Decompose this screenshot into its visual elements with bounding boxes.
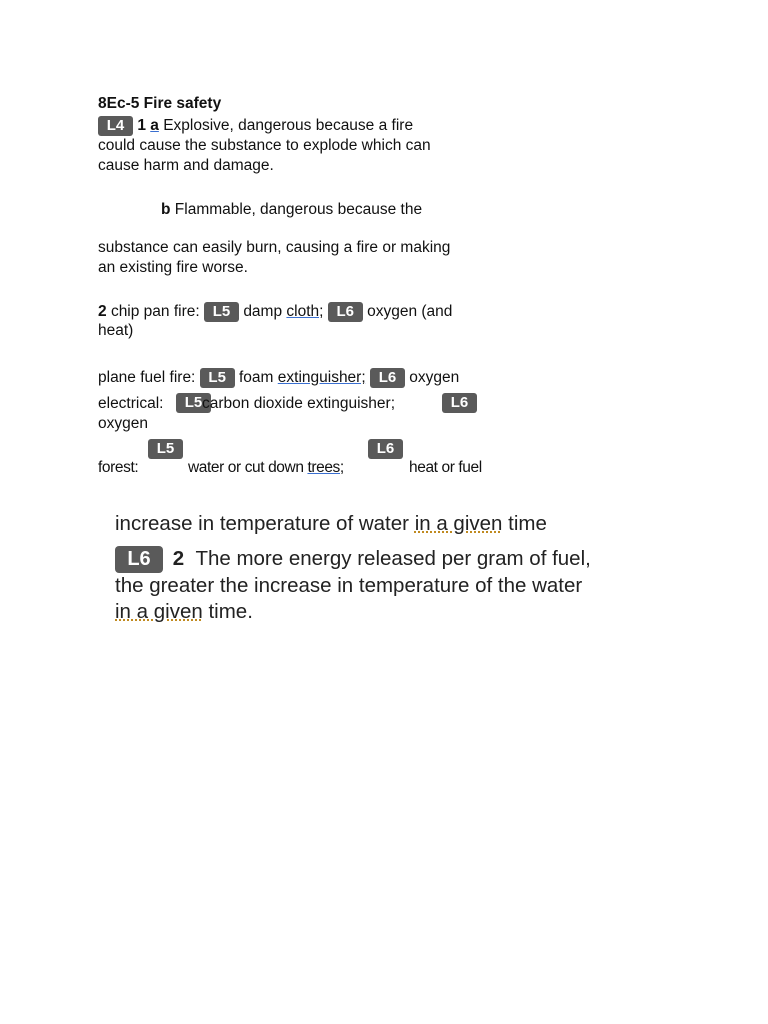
snippet-line2: the greater the increase in temperature of the water	[115, 574, 583, 597]
answer-text: foam	[239, 369, 278, 386]
answer-text: Explosive, dangerous because a fire	[163, 117, 414, 134]
level-badge: L6	[328, 302, 363, 322]
snippet-line1	[115, 546, 591, 573]
q1-part-a-line2: could cause the substance to explode which can	[98, 137, 431, 154]
question-number: 2	[172, 547, 185, 570]
row-label: electrical:	[98, 395, 164, 412]
answer-text: heat or fuel	[409, 459, 482, 476]
answer-text: oxygen (and	[367, 303, 453, 320]
q2-row-plane-fuel	[98, 368, 459, 388]
snippet-text: The more energy released per gram of fuel,	[195, 547, 591, 570]
q1-part-b-line3: an existing fire worse.	[98, 259, 248, 276]
answer-text: damp	[243, 303, 287, 320]
snippet-text: in a given	[115, 600, 203, 623]
snippet-line0	[115, 511, 547, 537]
level-badge: L6	[370, 368, 405, 388]
level-badge: L6	[368, 439, 403, 459]
q2-row-chip-pan-cont: heat)	[98, 322, 134, 339]
snippet-text: increase in temperature of water	[115, 512, 415, 535]
answer-text: extinguisher;	[277, 369, 366, 386]
level-badge: L4	[98, 116, 133, 136]
answer-text: trees;	[307, 459, 344, 476]
q2-row-chip-pan	[98, 302, 452, 322]
q1-part-a-line3: cause harm and damage.	[98, 157, 274, 174]
part-label: a	[150, 117, 159, 134]
answer-text: Flammable, dangerous because the	[174, 201, 423, 218]
row-label: forest:	[98, 459, 139, 476]
answer-text: oxygen	[409, 369, 460, 386]
row-label: plane fuel fire:	[98, 369, 196, 386]
answer-text: oxygen	[98, 415, 148, 432]
question-number: 2	[98, 303, 107, 320]
row-label: chip pan fire:	[110, 303, 200, 320]
snippet-text: in a given	[414, 512, 503, 535]
q1-part-b-line1	[161, 200, 422, 220]
level-badge: L6	[442, 393, 477, 413]
answer-text: water or cut down	[188, 459, 308, 476]
level-badge: L5	[204, 302, 239, 322]
q1-part-a-line1	[98, 116, 413, 136]
snippet-line3	[115, 599, 253, 625]
answer-text: cloth;	[286, 303, 324, 320]
level-badge: L5	[176, 393, 211, 413]
question-number: 1	[137, 117, 146, 134]
q2-row-electrical	[98, 394, 163, 414]
snippet-text: time.	[202, 600, 253, 623]
answer-text	[188, 458, 344, 478]
answer-text: carbon dioxide extinguisher;	[202, 395, 396, 412]
q1-part-b-line2: substance can easily burn, causing a fire or making	[98, 239, 451, 256]
level-badge: L6	[115, 546, 163, 573]
part-label: b	[161, 201, 171, 218]
page-title: 8Ec-5 Fire safety	[98, 95, 222, 112]
level-badge: L5	[200, 368, 235, 388]
level-badge: L5	[148, 439, 183, 459]
snippet-text: time	[502, 512, 547, 535]
